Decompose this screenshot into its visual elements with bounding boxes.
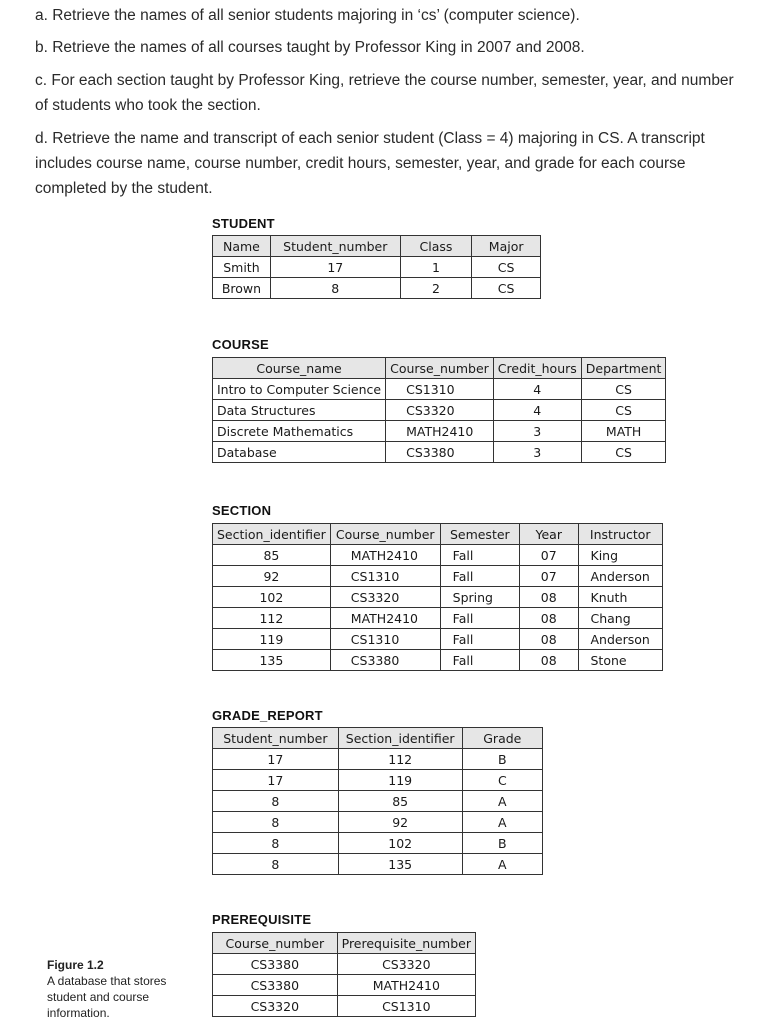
table-header-row [213, 524, 663, 545]
course-table-title: COURSE [212, 337, 269, 352]
table-cell: 17 [270, 257, 400, 278]
table-cell: Intro to Computer Science [213, 379, 386, 400]
table-cell: CS3320 [337, 954, 475, 975]
table-cell: MATH2410 [330, 608, 440, 629]
table-cell: 102 [213, 587, 331, 608]
column-header: Credit_hours [493, 358, 581, 379]
table-row [213, 379, 666, 400]
section-table-title: SECTION [212, 503, 272, 518]
table-row [213, 954, 476, 975]
table-cell: 3 [493, 442, 581, 463]
table-cell: 112 [213, 608, 331, 629]
table-header-row [213, 236, 541, 257]
table-row [213, 833, 543, 854]
table-cell: A [462, 791, 542, 812]
table-cell: 8 [213, 854, 339, 875]
table-row [213, 421, 666, 442]
table-cell: CS1310 [330, 566, 440, 587]
table-cell: Knuth [578, 587, 663, 608]
column-header: Section_identifier [338, 728, 462, 749]
table-header-row [213, 933, 476, 954]
table-cell: Fall [440, 545, 519, 566]
table-row [213, 587, 663, 608]
table-cell: CS3380 [386, 442, 494, 463]
column-header: Section_identifier [213, 524, 331, 545]
table-cell: CS [581, 442, 666, 463]
table-cell: 4 [493, 379, 581, 400]
table-header-row [213, 358, 666, 379]
table-cell: CS3380 [213, 954, 338, 975]
table-cell: Smith [213, 257, 271, 278]
table-cell: CS3380 [213, 975, 338, 996]
table-cell: CS1310 [386, 379, 494, 400]
question-b: b. Retrieve the names of all courses taught by Professor King in 2007 and 2008. [35, 39, 585, 56]
table-cell: Anderson [578, 566, 663, 587]
table-cell: Data Structures [213, 400, 386, 421]
table-cell: A [462, 854, 542, 875]
question-a: a. Retrieve the names of all senior students majoring in ‘cs’ (computer science). [35, 7, 580, 24]
table-cell: 92 [338, 812, 462, 833]
column-header: Major [472, 236, 541, 257]
column-header: Instructor [578, 524, 663, 545]
course-table [212, 357, 666, 463]
table-row [213, 278, 541, 299]
table-cell: 8 [213, 812, 339, 833]
figure-caption-text: A database that stores student and course information. [47, 974, 167, 1020]
table-cell: 8 [213, 833, 339, 854]
table-row [213, 400, 666, 421]
table-cell: CS1310 [337, 996, 475, 1017]
table-cell: 1 [400, 257, 472, 278]
question-c: c. For each section taught by Professor King, retrieve the course number, semester, year, and number of students who took the section. [35, 72, 734, 114]
table-cell: MATH2410 [330, 545, 440, 566]
column-header: Name [213, 236, 271, 257]
table-cell: 112 [338, 749, 462, 770]
table-cell: 4 [493, 400, 581, 421]
table-cell: 135 [213, 650, 331, 671]
table-row [213, 770, 543, 791]
column-header: Semester [440, 524, 519, 545]
table-cell: Chang [578, 608, 663, 629]
table-cell: Anderson [578, 629, 663, 650]
table-cell: 8 [270, 278, 400, 299]
table-cell: 08 [519, 650, 578, 671]
column-header: Course_name [213, 358, 386, 379]
table-cell: 119 [213, 629, 331, 650]
table-cell: 17 [213, 770, 339, 791]
table-cell: MATH [581, 421, 666, 442]
grade-report-table-title: GRADE_REPORT [212, 708, 323, 723]
table-cell: Discrete Mathematics [213, 421, 386, 442]
column-header: Student_number [270, 236, 400, 257]
table-row [213, 812, 543, 833]
table-cell: CS [472, 278, 541, 299]
table-cell: CS [581, 400, 666, 421]
table-cell: Fall [440, 608, 519, 629]
table-cell: CS3320 [330, 587, 440, 608]
grade-report-table [212, 727, 543, 875]
table-row [213, 791, 543, 812]
table-row [213, 608, 663, 629]
table-row [213, 629, 663, 650]
table-header-row [213, 728, 543, 749]
table-cell: 17 [213, 749, 339, 770]
column-header: Student_number [213, 728, 339, 749]
table-cell: 85 [338, 791, 462, 812]
table-cell: MATH2410 [337, 975, 475, 996]
table-cell: 102 [338, 833, 462, 854]
prerequisite-table [212, 932, 476, 1017]
table-cell: 08 [519, 608, 578, 629]
table-row [213, 257, 541, 278]
figure-label: Figure 1.2 [47, 958, 104, 972]
table-cell: 08 [519, 629, 578, 650]
table-cell: CS3380 [330, 650, 440, 671]
figure-caption [47, 957, 187, 1021]
table-cell: 135 [338, 854, 462, 875]
table-cell: MATH2410 [386, 421, 494, 442]
table-cell: Fall [440, 629, 519, 650]
table-cell: CS1310 [330, 629, 440, 650]
table-row [213, 996, 476, 1017]
table-cell: 85 [213, 545, 331, 566]
table-row [213, 650, 663, 671]
column-header: Year [519, 524, 578, 545]
table-cell: CS [472, 257, 541, 278]
table-cell: B [462, 749, 542, 770]
table-row [213, 545, 663, 566]
table-cell: B [462, 833, 542, 854]
table-cell: A [462, 812, 542, 833]
column-header: Course_number [386, 358, 494, 379]
table-cell: CS3320 [386, 400, 494, 421]
table-cell: CS3320 [213, 996, 338, 1017]
table-cell: CS [581, 379, 666, 400]
table-row [213, 442, 666, 463]
table-cell: C [462, 770, 542, 791]
table-cell: Fall [440, 650, 519, 671]
column-header: Class [400, 236, 472, 257]
table-cell: 07 [519, 566, 578, 587]
column-header: Department [581, 358, 666, 379]
table-cell: Brown [213, 278, 271, 299]
table-cell: 119 [338, 770, 462, 791]
question-d: d. Retrieve the name and transcript of each senior student (Class = 4) majoring in CS. A transcript includes course name, course number, credit hours, semester, year, and grade for each course completed by the student. [35, 130, 705, 197]
column-header: Course_number [213, 933, 338, 954]
table-row [213, 975, 476, 996]
table-cell: Stone [578, 650, 663, 671]
table-cell: Spring [440, 587, 519, 608]
table-cell: 07 [519, 545, 578, 566]
table-cell: 92 [213, 566, 331, 587]
table-cell: Fall [440, 566, 519, 587]
table-cell: Database [213, 442, 386, 463]
table-row [213, 566, 663, 587]
section-table [212, 523, 663, 671]
table-cell: 8 [213, 791, 339, 812]
table-row [213, 749, 543, 770]
column-header: Grade [462, 728, 542, 749]
student-table-title: STUDENT [212, 216, 275, 231]
student-table [212, 235, 541, 299]
column-header: Prerequisite_number [337, 933, 475, 954]
table-cell: 08 [519, 587, 578, 608]
table-cell: 2 [400, 278, 472, 299]
table-row [213, 854, 543, 875]
table-cell: 3 [493, 421, 581, 442]
table-cell: King [578, 545, 663, 566]
column-header: Course_number [330, 524, 440, 545]
prerequisite-table-title: PREREQUISITE [212, 912, 312, 927]
